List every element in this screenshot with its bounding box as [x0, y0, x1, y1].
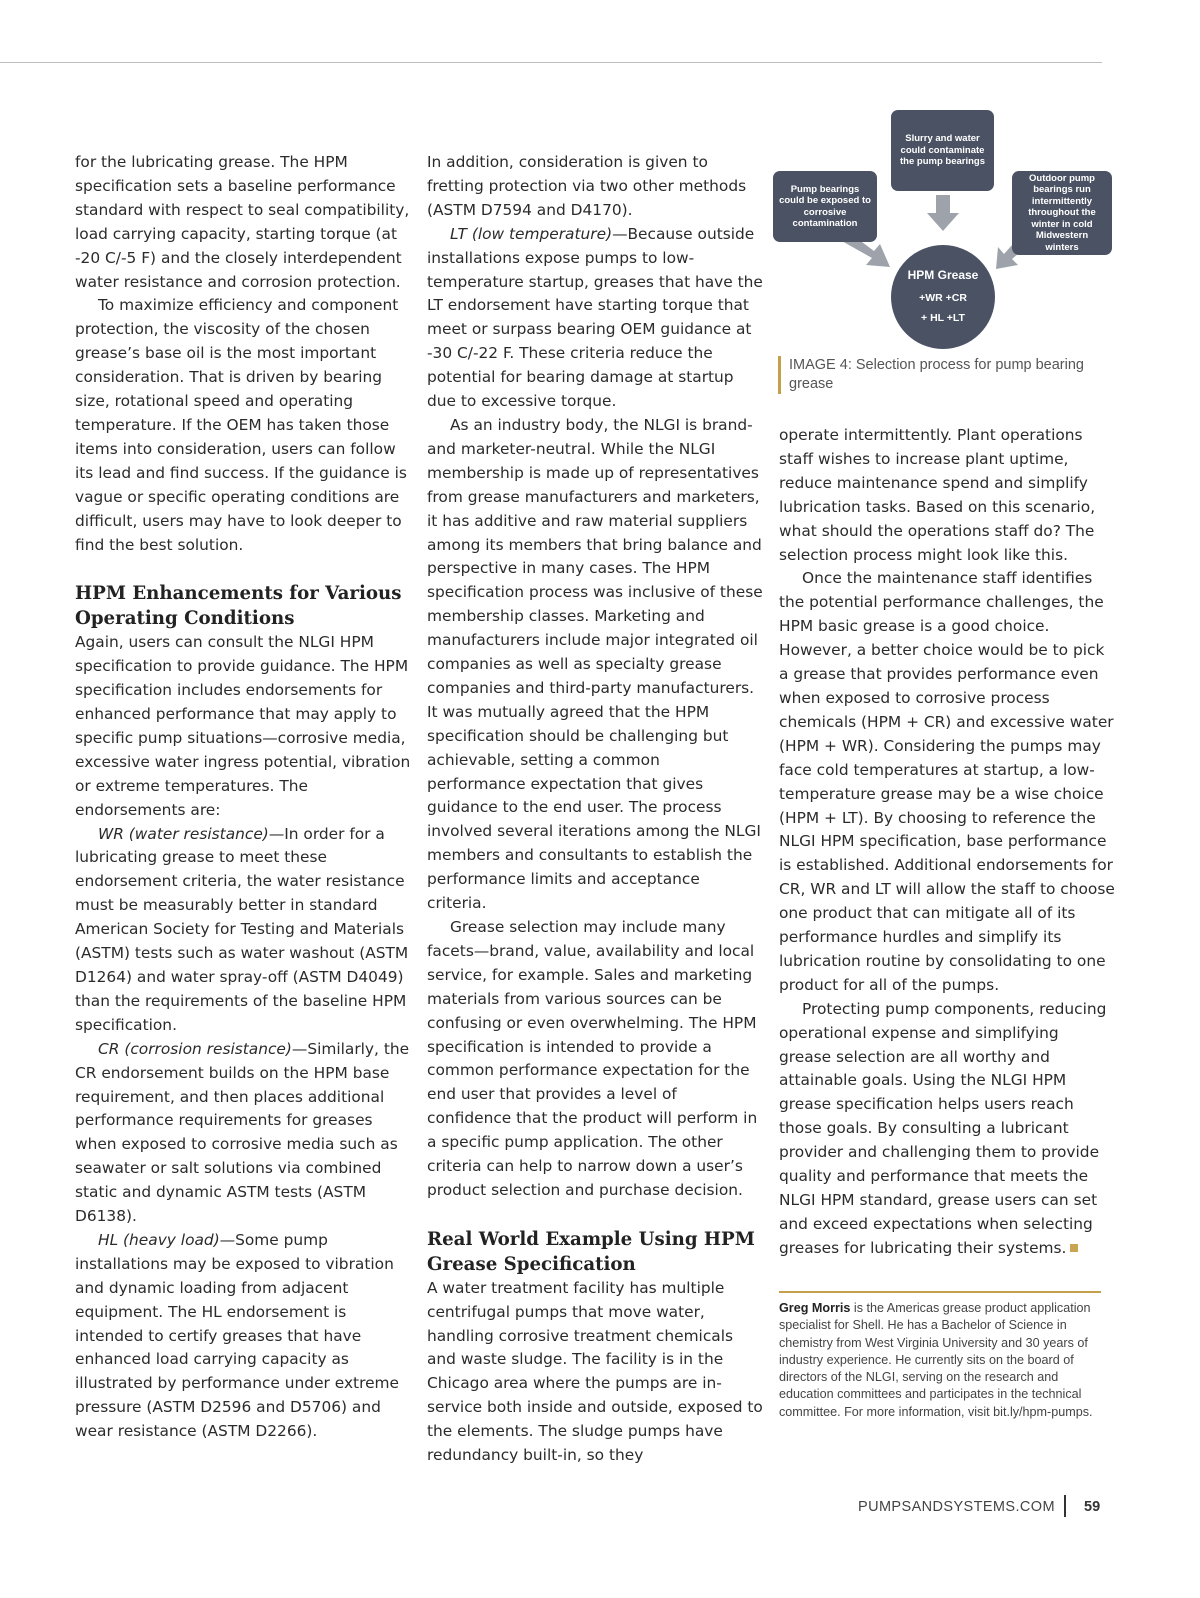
author-name: Greg Morris: [779, 1301, 851, 1315]
paragraph: A water treatment facility has multiple centrifugal pumps that move water, handling corrosive treatment chemicals and waste sludge. The facility is in the Chicago area where the pumps are in-service both inside and outside, exposed to the elements. The sludge pumps have redundancy built-in, so they: [427, 1278, 763, 1465]
circle-title: HPM Grease: [907, 268, 979, 282]
section-heading: HPM Enhancements for Various Operating Conditions: [75, 583, 402, 630]
hpm-grease-circle: [891, 245, 995, 349]
paragraph: In addition, consideration is given to fretting protection via two other methods (ASTM D7594 and D4170).: [427, 153, 747, 219]
endorsement-lt: [427, 223, 763, 414]
paragraph: As an industry body, the NLGI is brand- and marketer-neutral. While the NLGI membership is made up of representatives from grease manufacturers and marketers, it has additive and raw material suppliers among its members that bring balance and perspective in many cases. The HPM specification process was inclusive of these membership classes. Marketing and manufacturers include major integrated oil companies as well as specialty grease companies and third-party manufacturers. It was mutually agreed that the HPM specification should be challenging but achievable, setting a common performance expectation that gives guidance to the end user. The process involved several iterations among the NLGI members and consultants to establish the performance limits and acceptance criteria.: [427, 415, 763, 913]
endorsement-text: —In order for a lubricating grease to meet these endorsement criteria, the water resistance must be measurably better in standard American Society for Testing and Materials (ASTM) tests such as water washout (ASTM D1264) and water spray-off (ASTM D4049) than the requirements of the baseline HPM specification.: [75, 824, 409, 1034]
page-number: 59: [1084, 1499, 1101, 1515]
paragraph: Grease selection may include many facets—brand, value, availability and local service, for example. Sales and marketing materials from various sources can be confusing or even overwhelming. The HPM specification is intended to provide a common performance expectation for the end user that provides a level of confidence that the product will perform in a specific pump application. The other criteria can help to narrow down a user’s product selection and purchase decision.: [427, 918, 758, 1199]
spacer: [75, 557, 411, 581]
circle-row: + HL +LT: [921, 312, 965, 324]
paragraph: operate intermittently. Plant operations staff wishes to increase plant uptime, reduce maintenance spend and simplify lubrication tasks. Based on this scenario, what should the operations staff do? The selection process might look like this.: [779, 426, 1096, 564]
bio-rule: [779, 1291, 1101, 1293]
paragraph: To maximize efficiency and component protection, the viscosity of the chosen grease’s base oil is the most important consideration. That is driven by bearing size, rotational speed and operating temperature. If the OEM has taken those items into consideration, users can follow its lead and find success. If the guidance is vague or specific operating conditions are difficult, users may have to look deeper to find the best solution.: [75, 296, 407, 554]
column-1: [75, 151, 411, 1444]
endorsement-text: —Because outside installations expose pumps to low-temperature startup, greases that have the LT endorsement have starting torque that meet or surpass bearing OEM guidance at -30 C/-22 F. These criteria reduce the potential for bearing damage at startup due to excessive torque.: [427, 224, 763, 411]
endorsement-hl: [75, 1229, 411, 1444]
bio-text: is the Americas grease product application specialist for Shell. He has a Bachelor of Science in chemistry from West Virginia University and 30 years of industry experience. He currently sits on the board of directors of the NLGI, serving on the research and education committees and participates in the technical committee. For more information, visit bit.ly/hpm-pumps.: [779, 1301, 1093, 1419]
circle-row: +WR +CR: [919, 292, 967, 304]
caption-text: Selection process for pump bearing grease: [789, 357, 1084, 392]
endorsement-term: HL (heavy load): [98, 1230, 220, 1249]
author-bio: [779, 1300, 1103, 1421]
endorsement-term: LT (low temperature): [450, 224, 613, 243]
paragraph: [779, 998, 1115, 1261]
paragraph-text: Protecting pump components, reducing operational expense and simplifying grease selection are all worthy and attainable goals. Using the NLGI HPM grease specification helps users reach those goals. By consulting a lubricant provider and challenging them to provide quality and performance that meets the NLGI HPM standard, grease users can set and exceed expectations when selecting greases for lubricating their systems.: [779, 999, 1107, 1257]
outdoor-box: Outdoor pump bearings run intermittently throughout the winter in cold Midwestern winters: [1012, 171, 1112, 255]
corrosive-box: Pump bearings could be exposed to corrosive contamination: [773, 171, 877, 242]
footer-divider: [1064, 1495, 1066, 1517]
caption-label: IMAGE 4:: [789, 357, 852, 373]
spacer: [427, 1203, 763, 1227]
footer-site: PUMPSANDSYSTEMS.COM: [858, 1499, 1055, 1515]
endorsement-term: CR (corrosion resistance): [98, 1039, 292, 1058]
arrow-down: [927, 195, 959, 231]
selection-diagram: [770, 105, 1115, 355]
endorsement-wr: [75, 823, 411, 1038]
slurry-box: Slurry and water could contaminate the pump bearings: [891, 110, 994, 191]
endorsement-text: —Some pump installations may be exposed to vibration and dynamic loading from adjacent equipment. The HL endorsement is intended to certify greases that have enhanced load carrying capacity as illustrated by performance under extreme pressure (ASTM D2596 and D5706) and wear resistance (ASTM D2266).: [75, 1230, 400, 1441]
endorsement-term: WR (water resistance): [98, 824, 269, 843]
column-2: [427, 151, 763, 1468]
column-3: [779, 424, 1115, 1261]
section-heading: Real World Example Using HPM Grease Specification: [427, 1228, 755, 1275]
endorsement-cr: [75, 1038, 411, 1229]
end-mark-icon: [1070, 1244, 1078, 1252]
image-caption: [778, 356, 1089, 394]
paragraph: Again, users can consult the NLGI HPM specification to provide guidance. The HPM specification includes endorsements for enhanced performance that may apply to specific pump situations—corrosive media, excessive water ingress potential, vibration or extreme temperatures. The endorsements are:: [75, 633, 411, 819]
top-rule: [0, 62, 1102, 63]
paragraph: Once the maintenance staff identifies the potential performance challenges, the HPM basic grease is a good choice. However, a better choice would be to pick a grease that provides performance even when exposed to corrosive process chemicals (HPM + CR) and excessive water (HPM + WR). Considering the pumps may face cold temperatures at startup, a low-temperature grease may be a wise choice (HPM + LT). By choosing to reference the NLGI HPM specification, base performance is established. Additional endorsements for CR, WR and LT will allow the staff to choose one product that can mitigate all of its performance hurdles and simplify its lubrication routine by consolidating to one product for all of the pumps.: [779, 569, 1115, 994]
endorsement-text: —Similarly, the CR endorsement builds on the HPM base requirement, and then places additional performance requirements for greases when exposed to corrosive media such as seawater or salt solutions via combined static and dynamic ASTM tests (ASTM D6138).: [75, 1039, 410, 1226]
paragraph: for the lubricating grease. The HPM specification sets a baseline performance standard with respect to seal compatibility, load carrying capacity, starting torque (at -20 C/-5 F) and the closely interdependent water resistance and corrosion protection.: [75, 153, 410, 291]
